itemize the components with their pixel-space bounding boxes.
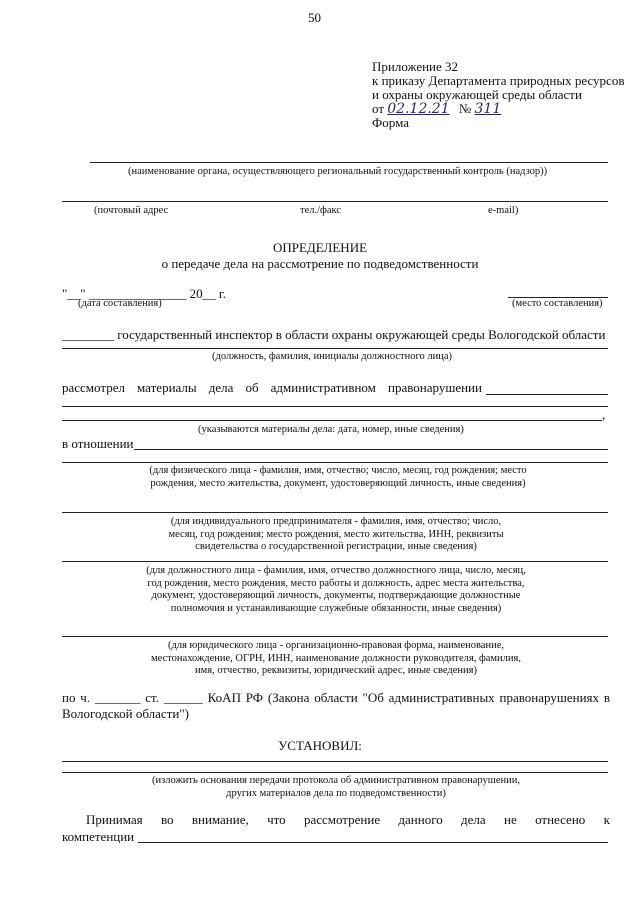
official-caption: (должность, фамилия, инициалы должностного лица) [212,351,453,362]
grounds-line-1 [62,761,608,762]
place-caption: (место составления) [512,298,603,309]
contacts-line [62,201,608,202]
competence-label: компетенции [62,829,135,844]
reviewed-sentence [62,380,482,396]
document-subtitle: о передаче дела на рассмотрение по подведомственности [161,256,479,271]
authority-caption: (наименование органа, осуществляющего региональный государственный контроль (надзор)) [128,166,548,177]
page-number: 50 [308,10,321,25]
word: данного [398,812,443,827]
department-name: и охраны окружающей среды области [372,87,582,102]
materials-line-1 [62,406,608,407]
entrepreneur-caption: (для индивидуального предпринимателя - фамилия, имя, отчество; число, месяц, год рождения; место рождения, место жительства, ИНН, реквизиты свидетельства о государственной регистрации, иные сведения) [168,516,504,552]
grounds-caption: (изложить основания передачи протокола об административном правонарушении, других материалов дела по подведомственности) [151,775,520,799]
word: не [504,812,517,827]
appendix-header [372,60,624,130]
considering-sentence [86,812,610,828]
word: административном [270,380,376,395]
date-prefix: от [372,101,385,116]
legal-entity-line [62,636,608,637]
established-heading: УСТАНОВИЛ: [278,738,362,753]
appendix-label: Приложение 32 [372,59,459,74]
word: дела [208,380,234,395]
entrepreneur-line [62,512,608,513]
comma: , [602,407,606,422]
inspector-line: ________ государственный инспектор в области охраны окружающей среды Вологодской области [62,327,606,342]
phone-caption: тел./факс [300,205,341,216]
violation-line [486,394,608,395]
official-person-line [62,561,608,562]
physical-line [62,462,608,463]
word: дела [461,812,486,827]
order-reference: к приказу Департамента природных ресурсов [372,73,625,88]
grounds-line-2 [62,772,608,773]
article-reference: по ч. _______ ст. ______ КоАП РФ (Закона области "Об административных правонарушениях в Вологодской области") [62,690,610,721]
order-date-line [372,102,624,116]
official-line [62,348,608,349]
materials-caption: (указываются материалы дела: дата, номер, иные сведения) [198,424,464,435]
official-person-caption: (для должностного лица - фамилия, имя, отчество должностного лица, число, месяц, год рождения, место рождения, место работы и должность, адрес места жительства, документ, удостоверяющий личность, документы, подтверждающие должностные полномочия и устанавливающие служебные обязанности, иные сведения) [146,565,526,614]
regarding-label: в отношении [62,436,134,451]
number-prefix: № [458,101,472,116]
handwritten-number: 311 [474,101,502,117]
word: рассмотрение [303,812,381,827]
word: во [160,812,174,827]
word: отнесено [535,812,586,827]
materials-line-2 [62,420,602,421]
word: материалы [137,380,197,395]
word: что [267,812,286,827]
word: внимание, [191,812,249,827]
authority-line [90,162,608,163]
word: Принимая [86,812,143,827]
competence-line [138,842,608,843]
address-caption: (почтовый адрес [94,205,169,216]
email-caption: e-mail) [488,205,519,216]
word: правонарушении [387,380,482,395]
word: рассмотрел [62,380,125,395]
form-label: Форма [372,115,409,130]
word: об [245,380,259,395]
word: к [603,812,610,827]
date-placeholder: "__" _______________ 20__ г. [62,286,226,301]
legal-entity-caption: (для юридического лица - организационно-правовая форма, наименование, местонахождение, ОГРН, ИНН, наименование должности руководителя, фамилия, имя, отчество, реквизиты, юридический адрес, иные сведения) [150,640,521,676]
regarding-line [134,449,608,450]
physical-caption: (для физического лица - фамилия, имя, отчество; число, месяц, год рождения; место рождения, место жительства, документ, удостоверяющий личность, иные сведения) [149,465,527,489]
handwritten-date: 02.12.21 [387,101,450,117]
date-caption: (дата составления) [78,298,162,309]
document-title: ОПРЕДЕЛЕНИЕ [272,240,368,255]
